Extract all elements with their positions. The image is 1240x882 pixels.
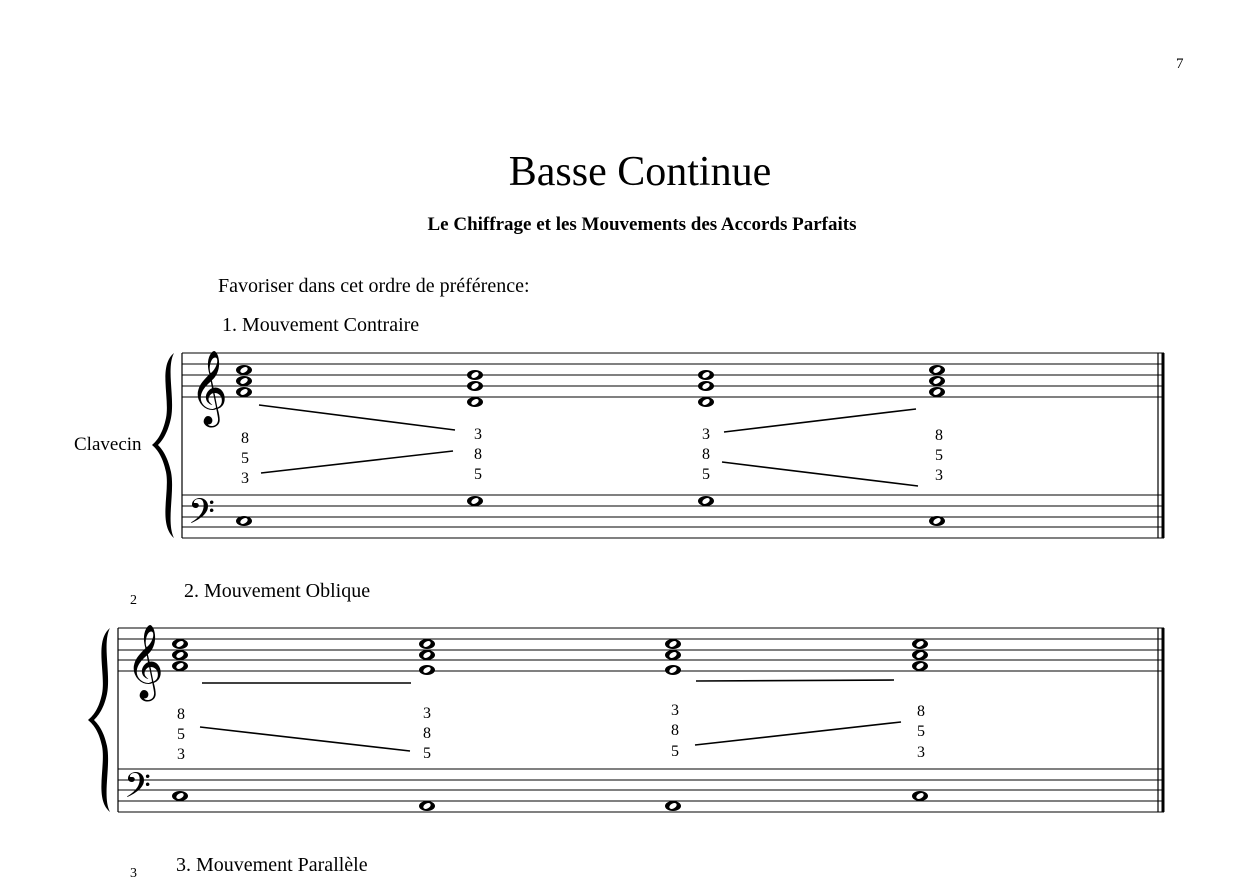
- figure: 3: [917, 744, 925, 761]
- figure: 5: [241, 450, 249, 467]
- figure: 8: [423, 725, 431, 742]
- instrument-name: Clavecin: [74, 434, 142, 455]
- brace-icon: [152, 353, 174, 538]
- chord-4: [912, 639, 928, 801]
- figure: 3: [935, 467, 943, 484]
- figure: 3: [241, 470, 249, 487]
- figure: 8: [241, 430, 249, 447]
- treble-staff: [182, 353, 1164, 397]
- figure: 5: [423, 745, 431, 762]
- section-label-parallel: 3. Mouvement Parallèle: [176, 854, 368, 876]
- figure: 5: [474, 466, 482, 483]
- figure: 8: [935, 427, 943, 444]
- treble-staff: [118, 628, 1164, 671]
- figure: 3: [671, 702, 679, 719]
- bass-staff: [182, 495, 1164, 538]
- figure: 5: [935, 447, 943, 464]
- figure: 5: [702, 466, 710, 483]
- system-number-3: 3: [130, 866, 137, 881]
- treble-clef-icon: 𝄞: [190, 352, 228, 423]
- bass-clef-icon: 𝄢: [188, 494, 216, 540]
- section-label-oblique: 2. Mouvement Oblique: [184, 580, 371, 602]
- section-label-contrary: 1. Mouvement Contraire: [222, 314, 420, 336]
- figure: 8: [177, 706, 185, 723]
- page-title: Basse Continue: [508, 149, 772, 195]
- figure: 3: [702, 426, 710, 443]
- treble-clef-icon: 𝄞: [126, 626, 164, 697]
- bass-clef-icon: 𝄢: [124, 768, 152, 814]
- voice-leading-lines: [259, 405, 918, 486]
- figure: 5: [671, 743, 679, 760]
- system-1: [152, 352, 1164, 540]
- brace-icon: [88, 628, 110, 812]
- figure: 8: [671, 722, 679, 739]
- system-2: [88, 626, 1164, 814]
- figure: 3: [474, 426, 482, 443]
- page-subtitle: Le Chiffrage et les Mouvements des Accords Parfaits: [427, 214, 857, 235]
- bass-staff: [118, 769, 1164, 812]
- system-number-2: 2: [130, 593, 137, 608]
- figure: 8: [702, 446, 710, 463]
- intro-text: Favoriser dans cet ordre de préférence:: [218, 275, 530, 297]
- page-number: 7: [1176, 56, 1184, 72]
- chord-4: [929, 365, 945, 526]
- voice-leading-lines: [200, 680, 901, 751]
- figure: 5: [177, 726, 185, 743]
- figure: 8: [917, 703, 925, 720]
- figure: 8: [474, 446, 482, 463]
- figure: 3: [177, 746, 185, 763]
- figure: 5: [917, 723, 925, 740]
- figure: 3: [423, 705, 431, 722]
